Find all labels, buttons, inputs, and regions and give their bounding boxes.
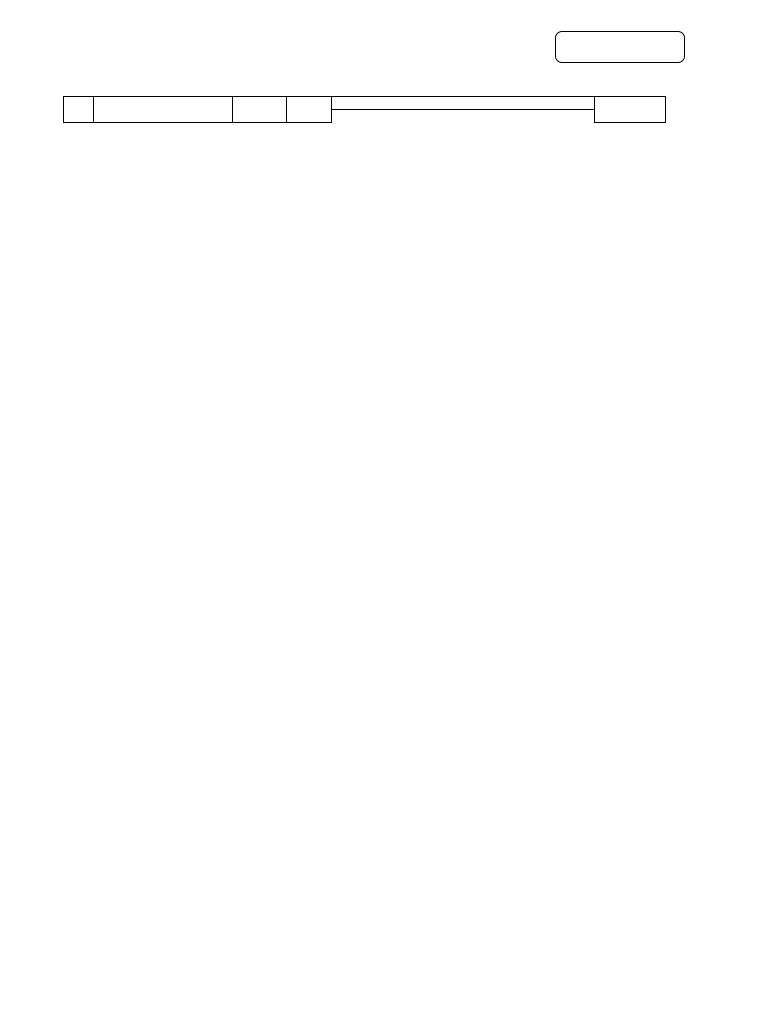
contoh-stamp xyxy=(555,31,685,63)
header-kegiatan xyxy=(94,97,233,123)
header-waktu xyxy=(332,97,595,110)
header-keterangan xyxy=(595,97,666,123)
header-sasaran xyxy=(233,97,287,123)
header-lokasi xyxy=(287,97,332,123)
header-no xyxy=(64,97,94,123)
work-plan-table-top xyxy=(63,96,666,123)
